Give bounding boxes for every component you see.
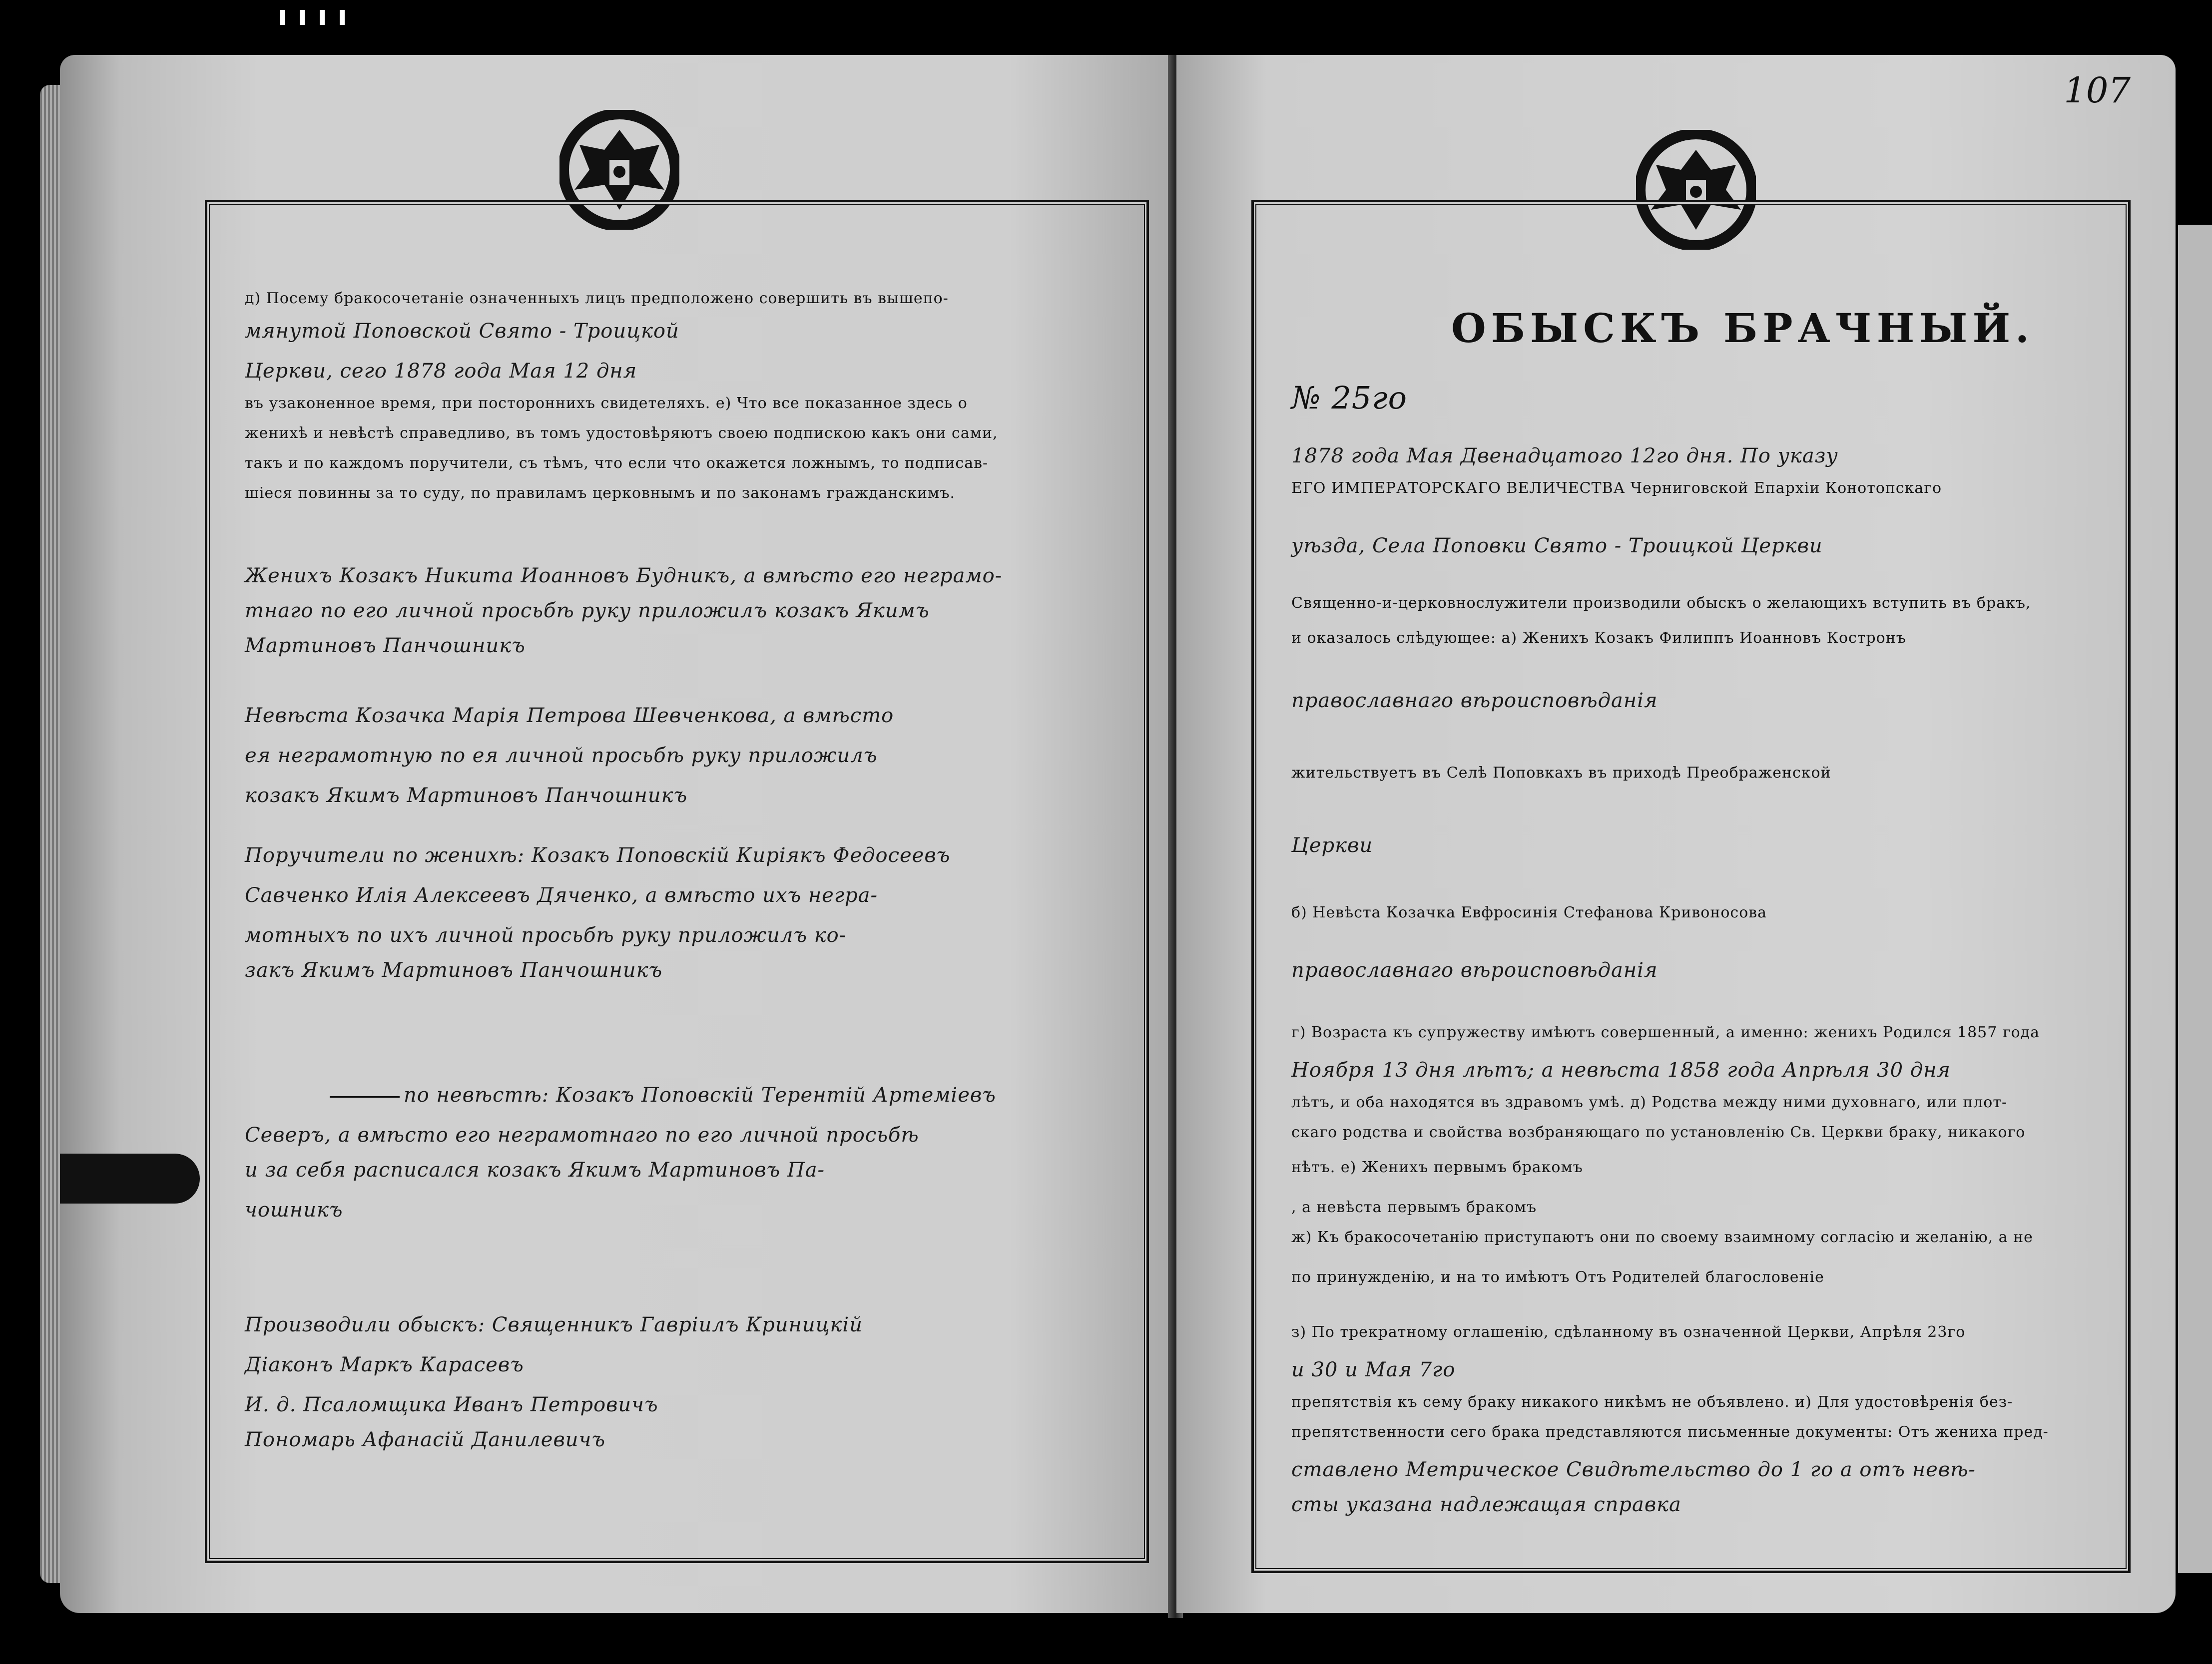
right-text-line xyxy=(1291,479,2176,497)
document-title: ОБЫСКЪ БРАЧНЫЙ. xyxy=(1451,305,2034,352)
left-text-line xyxy=(245,1159,1174,1182)
line-text: по принужденію, и на то имѣютъ Отъ Родителей благословеніе xyxy=(1291,1268,1824,1286)
left-text-line xyxy=(245,564,1174,587)
left-text-line xyxy=(245,395,1174,412)
line-text: Діаконъ Маркъ Карасевъ xyxy=(245,1353,524,1376)
left-text-line xyxy=(245,784,1174,807)
right-text-line xyxy=(1291,629,2176,647)
right-text-line xyxy=(1291,1024,2176,1041)
right-text-line xyxy=(1291,1229,2176,1246)
right-text-line xyxy=(1291,1124,2176,1141)
line-text: Мартиновъ Панчошникъ xyxy=(245,634,526,657)
line-text: нѣтъ. е) Женихъ первымъ бракомъ xyxy=(1291,1159,1583,1176)
line-text: ж) Къ бракосочетанію приступаютъ они по своему взаимному согласію и желанію, а не xyxy=(1291,1229,2033,1246)
line-text: д) Посему бракосочетаніе означенныхъ лицъ предположено совершить въ вышепо- xyxy=(245,290,949,307)
right-text-line xyxy=(1291,444,2176,467)
left-text-line xyxy=(245,959,1174,982)
right-page xyxy=(1176,55,2176,1613)
next-page-edge xyxy=(2178,225,2212,1573)
line-text: г) Возраста къ супружеству имѣютъ совершенный, а именно: женихъ Родился 1857 года xyxy=(1291,1024,2040,1041)
right-text-line xyxy=(1291,1268,2176,1286)
left-text-line xyxy=(245,704,1174,727)
folio-number: 107 xyxy=(2064,70,2131,111)
left-text-line xyxy=(245,884,1174,907)
line-text: Поручители по женихѣ: Козакъ Поповскій Киріякъ Федосеевъ xyxy=(245,844,951,867)
left-text-line xyxy=(245,424,1174,442)
right-text-line xyxy=(1291,1199,2176,1216)
right-text-line xyxy=(1291,534,2176,557)
line-text: з) По трекратному оглашенію, сдѣланному въ означенной Церкви, Апрѣля 23го xyxy=(1291,1323,1966,1341)
line-text: Пономарь Афанасій Данилевичъ xyxy=(245,1428,606,1451)
left-text-line xyxy=(245,1199,1174,1222)
left-text-line xyxy=(245,484,1174,502)
right-text-line xyxy=(1291,1323,2176,1341)
left-text-line xyxy=(245,360,1174,383)
line-text: и за себя расписался козакъ Якимъ Мартиновъ Па- xyxy=(245,1159,825,1182)
line-text: шіеся повинны за то суду, по правиламъ церковнымъ и по законамъ гражданскимъ. xyxy=(245,484,956,502)
line-text: православнаго вѣроисповѣданія xyxy=(1291,959,1658,982)
right-text-line xyxy=(1291,904,2176,921)
line-text: и оказалось слѣдующее: а) Женихъ Козакъ Филиппъ Иоанновъ Костронъ xyxy=(1291,629,1906,647)
line-text: И. д. Псаломщика Иванъ Петровичъ xyxy=(245,1393,658,1416)
left-text-line xyxy=(245,290,1174,307)
line-text: Церкви, сего 1878 года Мая 12 дня xyxy=(245,360,637,383)
line-text: чошникъ xyxy=(245,1199,343,1222)
line-text: и 30 и Мая 7го xyxy=(1291,1358,1456,1381)
left-text-line xyxy=(245,1124,1174,1147)
left-text-line xyxy=(245,744,1174,767)
left-text-line xyxy=(245,599,1174,622)
line-text: Ноября 13 дня лѣтъ; а невѣста 1858 года Апрѣля 30 дня xyxy=(1291,1059,1951,1082)
line-text: , а невѣста первымъ бракомъ xyxy=(1291,1199,1537,1216)
left-text-line xyxy=(245,634,1174,657)
right-text-line xyxy=(1291,1423,2176,1441)
blank-dash xyxy=(330,1096,400,1098)
line-text: женихѣ и невѣстѣ справедливо, въ томъ удостовѣряютъ своею подпискою какъ они сами, xyxy=(245,424,998,442)
right-text-line xyxy=(1291,959,2176,982)
line-text: скаго родства и свойства возбраняющаго по установленію Св. Церкви браку, никакого xyxy=(1291,1124,2026,1141)
right-text-line xyxy=(1291,594,2176,612)
line-text: тнаго по его личной просьбѣ руку приложилъ козакъ Якимъ xyxy=(245,599,930,622)
line-text: такъ и по каждомъ поручители, съ тѣмъ, что если что окажется ложнымъ, то подписав- xyxy=(245,454,989,472)
left-text-line xyxy=(245,320,1174,343)
right-text-line xyxy=(1291,1493,2176,1516)
open-register-book xyxy=(60,55,2178,1643)
line-text: Священно-и-церковнослужители производили обыскъ о желающихъ вступить въ бракъ, xyxy=(1291,594,2031,612)
left-text-line xyxy=(245,1393,1174,1416)
line-text: православнаго вѣроисповѣданія xyxy=(1291,689,1658,712)
right-text-line xyxy=(1291,1059,2176,1082)
line-text: б) Невѣста Козачка Евфросинія Стефанова Кривоносова xyxy=(1291,904,1767,921)
line-text: мянутой Поповской Свято - Троицкой xyxy=(245,320,679,343)
left-text-line xyxy=(245,1313,1174,1336)
left-text-line xyxy=(245,844,1174,867)
right-text-line xyxy=(1291,1393,2176,1411)
right-text-line xyxy=(1291,1159,2176,1176)
line-text: Женихъ Козакъ Никита Иоанновъ Будникъ, а вмѣсто его неграмо- xyxy=(245,564,1003,587)
right-text-line xyxy=(1291,689,2176,712)
line-text: Производили обыскъ: Священникъ Гавріилъ Криницкій xyxy=(245,1313,863,1336)
page-tab xyxy=(60,1154,200,1204)
left-text-line xyxy=(245,1353,1174,1376)
line-text: Савченко Илія Алексеевъ Дяченко, а вмѣсто ихъ негра- xyxy=(245,884,878,907)
line-text: козакъ Якимъ Мартиновъ Панчошникъ xyxy=(245,784,688,807)
top-film-mark xyxy=(280,10,350,25)
line-text: мотныхъ по ихъ личной просьбѣ руку приложилъ ко- xyxy=(245,924,847,947)
line-text: ея неграмотную по ея личной просьбѣ руку приложилъ xyxy=(245,744,878,767)
line-text: препятственности сего брака представляются письменные документы: Отъ жениха пред- xyxy=(1291,1423,2049,1441)
left-text-line xyxy=(245,924,1174,947)
right-text-line xyxy=(1291,1094,2176,1111)
line-text: Церкви xyxy=(1291,834,1373,857)
record-number: № 25го xyxy=(1291,380,1407,416)
line-text: жительствуетъ въ Селѣ Поповкахъ въ приходѣ Преображенской xyxy=(1291,764,1831,782)
line-text: препятствія къ сему браку никакого никѣмъ не объявлено. и) Для удостовѣренія без- xyxy=(1291,1393,2013,1411)
left-text-line xyxy=(245,454,1174,472)
line-text: по невѣстѣ: Козакъ Поповскій Терентій Артеміевъ xyxy=(404,1084,996,1107)
right-text-line xyxy=(1291,764,2176,782)
right-text-line xyxy=(1291,834,2176,857)
left-text-line xyxy=(330,1084,1174,1107)
right-text-line xyxy=(1291,1358,2176,1381)
line-text: ставлено Метрическое Свидѣтельство до 1 го а отъ невѣ- xyxy=(1291,1458,1976,1481)
line-text: Северъ, а вмѣсто его неграмотнаго по его личной просьбѣ xyxy=(245,1124,919,1147)
line-text: ЕГО ИМПЕРАТОРСКАГО ВЕЛИЧЕСТВА Черниговской Епархіи Конотопскаго xyxy=(1291,479,1942,497)
right-text-line xyxy=(1291,1458,2176,1481)
line-text: Невѣста Козачка Марія Петрова Шевченкова, а вмѣсто xyxy=(245,704,894,727)
line-text: 1878 года Мая Двенадцатого 12го дня. По указу xyxy=(1291,444,1838,467)
left-page xyxy=(60,55,1174,1613)
line-text: сты указана надлежащая справка xyxy=(1291,1493,1681,1516)
left-text-line xyxy=(245,1428,1174,1451)
line-text: лѣтъ, и оба находятся въ здравомъ умѣ. д) Родства между ними духовнаго, или плот- xyxy=(1291,1094,2008,1111)
line-text: въ узаконенное время, при постороннихъ свидетеляхъ. е) Что все показанное здесь о xyxy=(245,395,968,412)
line-text: уѣзда, Села Поповки Свято - Троицкой Церкви xyxy=(1291,534,1823,557)
line-text: закъ Якимъ Мартиновъ Панчошникъ xyxy=(245,959,663,982)
